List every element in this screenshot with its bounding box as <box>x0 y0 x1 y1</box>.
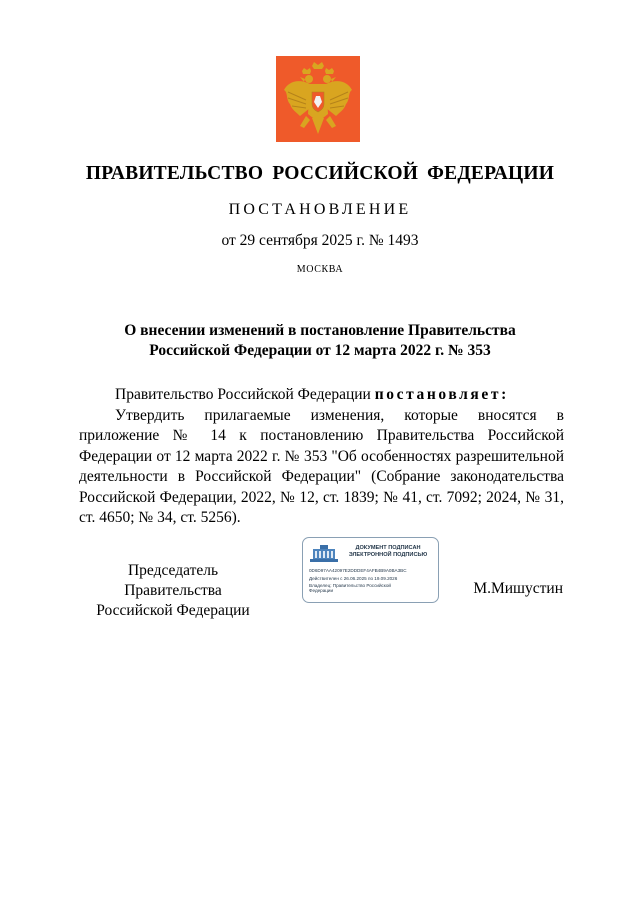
stamp-title-line-2: ЭЛЕКТРОННОЙ ПОДПИСЬЮ <box>348 552 428 558</box>
chairman-title <box>78 561 268 621</box>
electronic-signature-stamp <box>302 537 439 603</box>
document-type: ПОСТАНОВЛЕНИЕ <box>228 201 412 218</box>
government-title: ПРАВИТЕЛЬСТВО РОССИЙСКОЙ ФЕДЕРАЦИИ <box>85 163 555 184</box>
stamp-title-line-1: ДОКУМЕНТ ПОДПИСАН <box>355 545 421 551</box>
coat-of-arms-icon <box>276 56 360 142</box>
subject-line-2: Российской Федерации от 12 марта 2022 г. № 353 <box>149 342 491 359</box>
chairman-line-1: Председатель Правительства <box>124 562 222 599</box>
certificate-owner-line-2: Федерации <box>309 588 334 593</box>
subject-line-1: О внесении изменений в постановление Правительства <box>124 322 516 339</box>
decrees-word: постановляет: <box>374 386 509 403</box>
intro-paragraph <box>79 385 564 406</box>
certificate-serial: 0D6D97AA42097E2DDDEF4AFB4B9A0BA3BC <box>309 568 407 573</box>
stamp-title <box>341 545 435 559</box>
intro-text: Правительство Российской Федерации <box>115 386 375 403</box>
government-building-icon <box>309 543 339 563</box>
document-body <box>79 385 564 529</box>
signatory-name: М.Мишустин <box>473 580 563 597</box>
date-and-number: от 29 сентября 2025 г. № 1493 <box>221 232 419 249</box>
certificate-validity: Действителен с 26.06.2025 по 19.09.2026 <box>309 576 398 581</box>
certificate-owner-line-1: Владелец: Правительство Российской <box>309 582 391 588</box>
main-paragraph: Утвердить прилагаемые изменения, которые вносятся в приложение № 14 к постановлению Правительства Российской Федерации от 12 марта 2022 г. № 353 "Об особенностях разрешительной деятельности в Российской Федерации" (Собрание законодательства Российской Федерации, 2022, № 12, ст. 1839; № 41, ст. 7092; 2024, № 31, ст. 4650; № 34, ст. 5256). <box>79 406 564 526</box>
document-subject <box>80 321 560 361</box>
chairman-line-2: Российской Федерации <box>96 602 250 619</box>
city: МОСКВА <box>296 264 344 275</box>
